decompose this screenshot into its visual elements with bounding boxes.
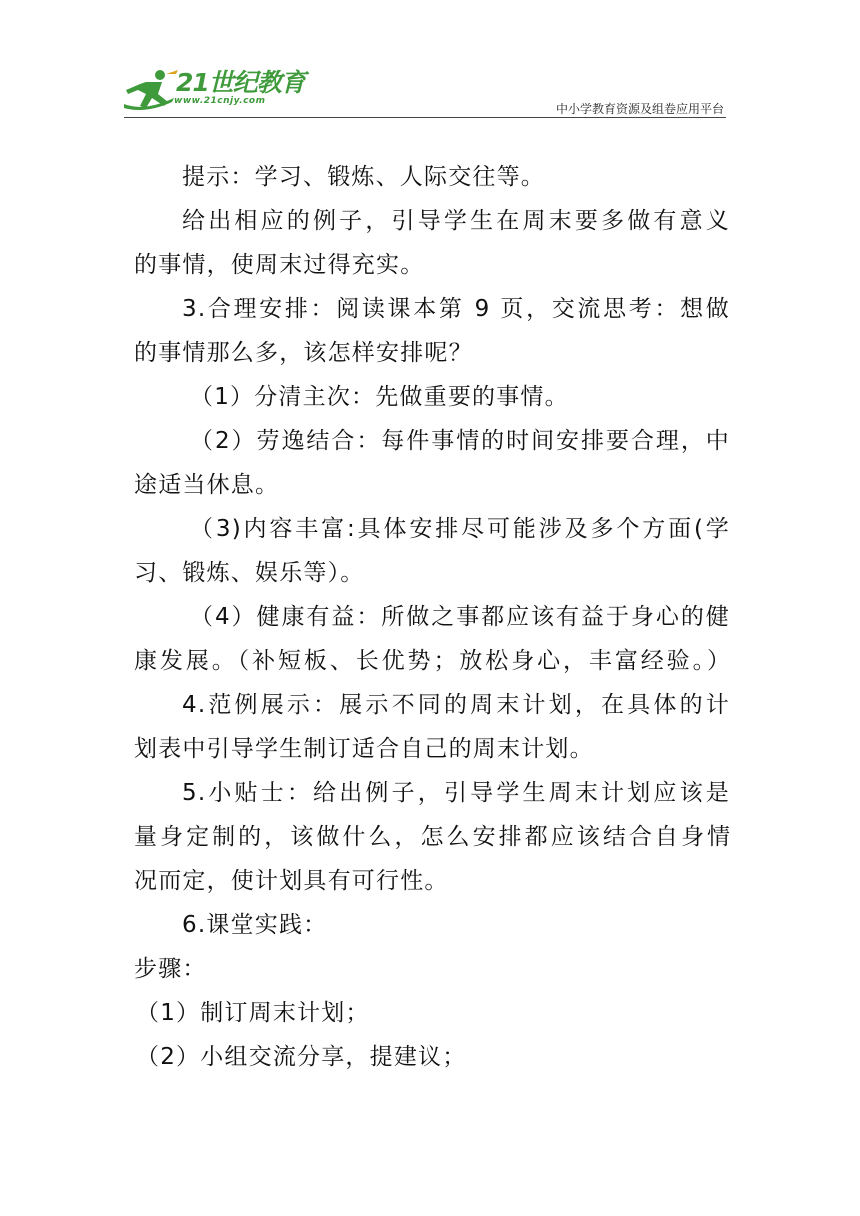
text-line: （2）小组交流分享，提建议； (136, 1044, 467, 1070)
text-line: （2）劳逸结合：每件事情的时间安排要合理，中 (190, 428, 730, 454)
text-line: 给出相应的例子，引导学生在周末要多做有意义 (182, 208, 730, 234)
site-logo[interactable] (124, 66, 305, 116)
text-line: 康发展。（补短板、长优势；放松身心，丰富经验。） (134, 648, 730, 674)
text-line: 况而定，使计划具有可行性。 (134, 868, 449, 894)
text-line: 5.小贴士：给出例子，引导学生周末计划应该是 (182, 780, 730, 806)
text-line: 习、锻炼、娱乐等）。 (134, 560, 365, 586)
text-line: 的事情，使周末过得充实。 (134, 252, 425, 278)
text-line: 3.合理安排：阅读课本第 9 页，交流思考：想做 (182, 296, 730, 322)
text-line: 划表中引导学生制订适合自己的周末计划。 (134, 736, 594, 762)
text-line: 步骤： (134, 956, 207, 982)
platform-name: 中小学教育资源及组卷应用平台 (555, 102, 724, 116)
text-line: （4）健康有益：所做之事都应该有益于身心的健 (190, 604, 730, 630)
text-line: 提示：学习、锻炼、人际交往等。 (182, 164, 545, 190)
page-header (0, 0, 860, 120)
text-line: （3)内容丰富:具体安排尽可能涉及多个方面(学 (190, 516, 730, 542)
text-line: 途适当休息。 (134, 472, 280, 498)
text-line: 6.课堂实践： (182, 912, 328, 938)
runner-logo-icon (124, 68, 180, 112)
text-line: （1）分清主次：先做重要的事情。 (190, 384, 569, 410)
text-line: （1）制订周末计划； (136, 1000, 370, 1026)
text-line: 4.范例展示：展示不同的周末计划，在具体的计 (182, 692, 730, 718)
logo-url: www.21cnjy.com (174, 96, 266, 106)
logo-text: 21世纪教育 (176, 68, 305, 97)
header-divider (124, 117, 726, 118)
text-line: 量身定制的，该做什么，怎么安排都应该结合自身情 (134, 824, 730, 850)
document-body (134, 155, 730, 1079)
text-line: 的事情那么多，该怎样安排呢？ (134, 340, 473, 366)
